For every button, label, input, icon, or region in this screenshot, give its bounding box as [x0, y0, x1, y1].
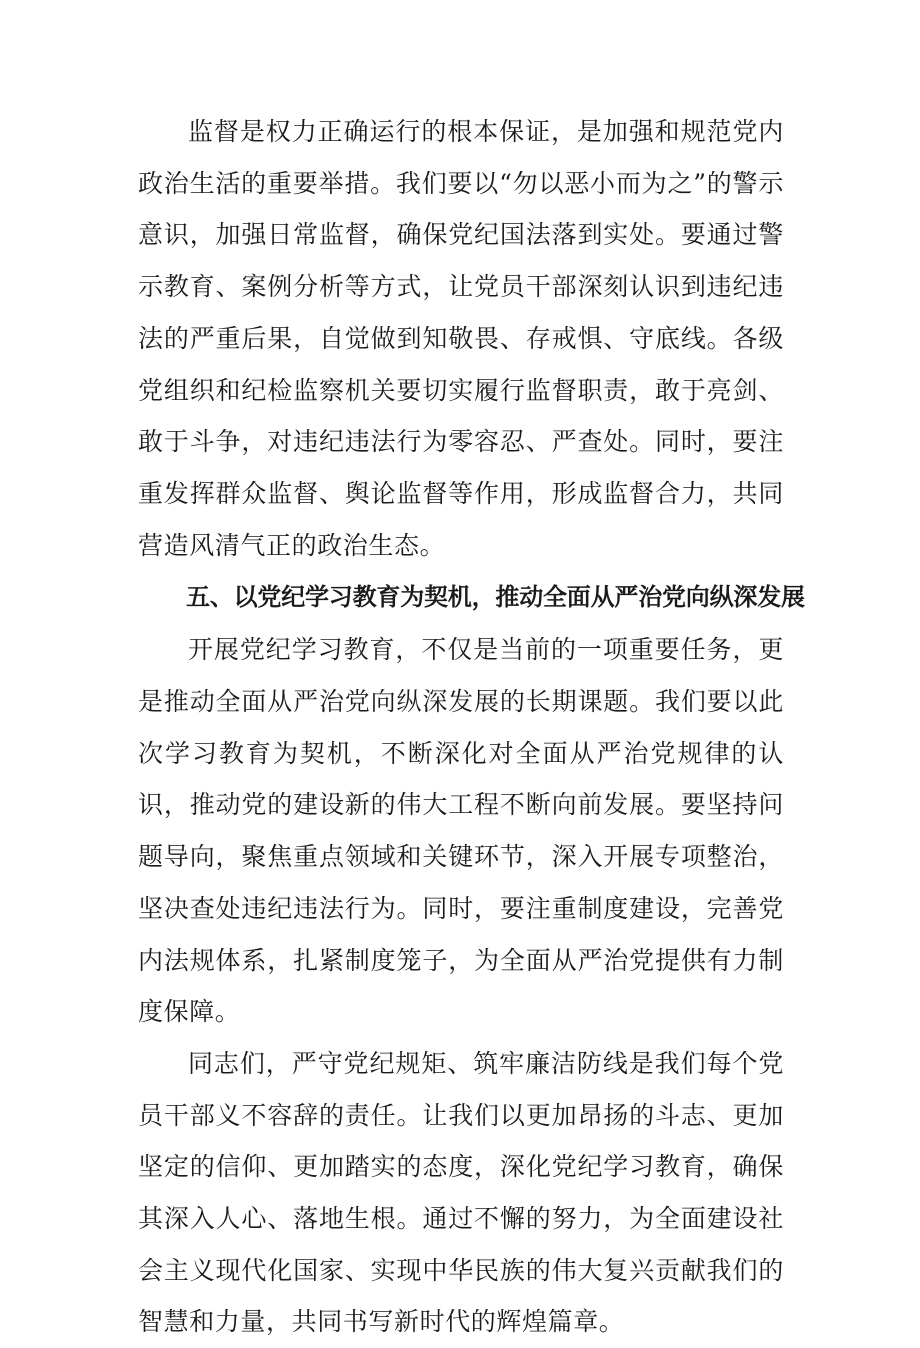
paragraph-supervision: 监督是权力正确运行的根本保证，是加强和规范党内政治生活的重要举措。我们要以“勿以恶小而为之”的警示意识，加强日常监督，确保党纪国法落到实处。要通过警示教育、案例分析等方式，让党员干部深刻认识到违纪违法的严重后果，自觉做到知敬畏、存戒惧、守底线。各级党组织和纪检监察机关要切实履行监督职责，敢于亮剑、敢于斗争，对违纪违法行为零容忍、严查处。同时，要注重发挥群众监督、舆论监督等作用，形成监督合力，共同营造风清气正的政治生态。 [138, 117, 784, 560]
paragraph-closing-remarks: 同志们，严守党纪规矩、筑牢廉洁防线是我们每个党员干部义不容辞的责任。让我们以更加昂扬的斗志、更加坚定的信仰、更加踏实的态度，深化党纪学习教育，确保其深入人心、落地生根。通过不懈的努力，为全面建设社会主义现代化国家、实现中华民族的伟大复兴贡献我们的智慧和力量，共同书写新时代的辉煌篇章。 [138, 1048, 784, 1337]
paragraph-party-discipline-education: 开展党纪学习教育，不仅是当前的一项重要任务，更是推动全面从严治党向纵深发展的长期课题。我们要以此次学习教育为契机，不断深化对全面从严治党规律的认识，推动党的建设新的伟大工程不断向前发展。要坚持问题导向，聚焦重点领域和关键环节，深入开展专项整治，坚决查处违纪违法行为。同时，要注重制度建设，完善党内法规体系，扎紧制度笼子，为全面从严治党提供有力制度保障。 [138, 635, 784, 1027]
document-body [138, 106, 805, 1348]
section-heading-five: 五、以党纪学习教育为契机，推动全面从严治党向纵深发展 [186, 583, 805, 612]
